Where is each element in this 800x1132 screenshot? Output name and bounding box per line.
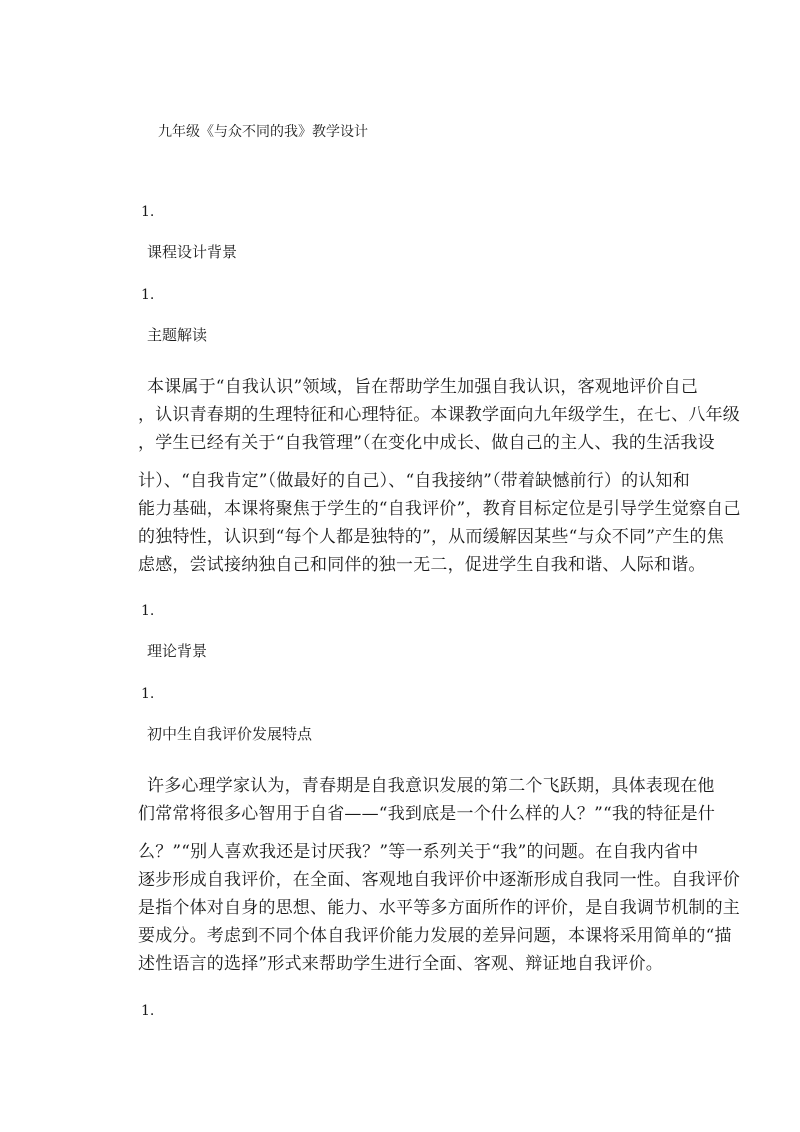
paragraph-line: 能力基础，本课将聚焦于学生的“自我评价”，教育目标定位是引导学生觉察自己 [138,499,741,519]
paragraph-line: 的独特性，认识到“每个人都是独特的”，从而缓解因某些“与众不同”产生的焦 [138,527,724,547]
paragraph-line: 许多心理学家认为，青春期是自我意识发展的第二个飞跃期，具体表现在他 [147,776,715,796]
section-heading: 初中生自我评价发展特点 [147,725,313,743]
list-number: 1. [141,287,155,303]
paragraph-line: 虑感，尝试接纳独自己和同伴的独一无二，促进学生自我和谐、人际和谐。 [138,555,706,575]
paragraph-line: 计）、“自我肯定”（做最好的自己）、“自我接纳”（带着缺憾前行）的认知和 [138,471,690,491]
section-heading: 主题解读 [147,326,208,344]
document-title: 九年级《与众不同的我》教学设计 [158,124,368,140]
list-number: 1. [141,204,155,220]
paragraph-line: 要成分。考虑到不同个体自我评价能力发展的差异问题，本课将采用简单的“描 [138,926,732,946]
paragraph-line: 述性语言的选择”形式来帮助学生进行全面、客观、辩证地自我评价。 [138,954,663,974]
section-heading: 理论背景 [147,642,208,660]
list-number: 1. [141,686,155,702]
paragraph-line: 们常常将很多心智用于自省——“我到底是一个什么样的人？”“我的特征是什 [138,804,716,824]
paragraph-line: ，认识青春期的生理特征和心理特征。本课教学面向九年级学生，在七、八年级 [138,405,740,425]
section-heading: 课程设计背景 [147,243,238,261]
paragraph-line: 逐步形成自我评价，在全面、客观地自我评价中逐渐形成自我同一性。自我评价 [138,870,740,890]
paragraph-line: 是指个体对自身的思想、能力、水平等多方面所作的评价，是自我调节机制的主 [138,898,740,918]
list-number: 1. [141,603,155,619]
paragraph-line: 本课属于“自我认识”领域，旨在帮助学生加强自我认识，客观地评价自己 [147,377,698,397]
list-number: 1. [141,1003,155,1019]
paragraph-line: 么？”“别人喜欢我还是讨厌我？”等一系列关于“我”的问题。在自我内省中 [138,842,699,862]
paragraph-line: ，学生已经有关于“自我管理”（在变化中成长、做自己的主人、我的生活我设 [138,433,715,453]
